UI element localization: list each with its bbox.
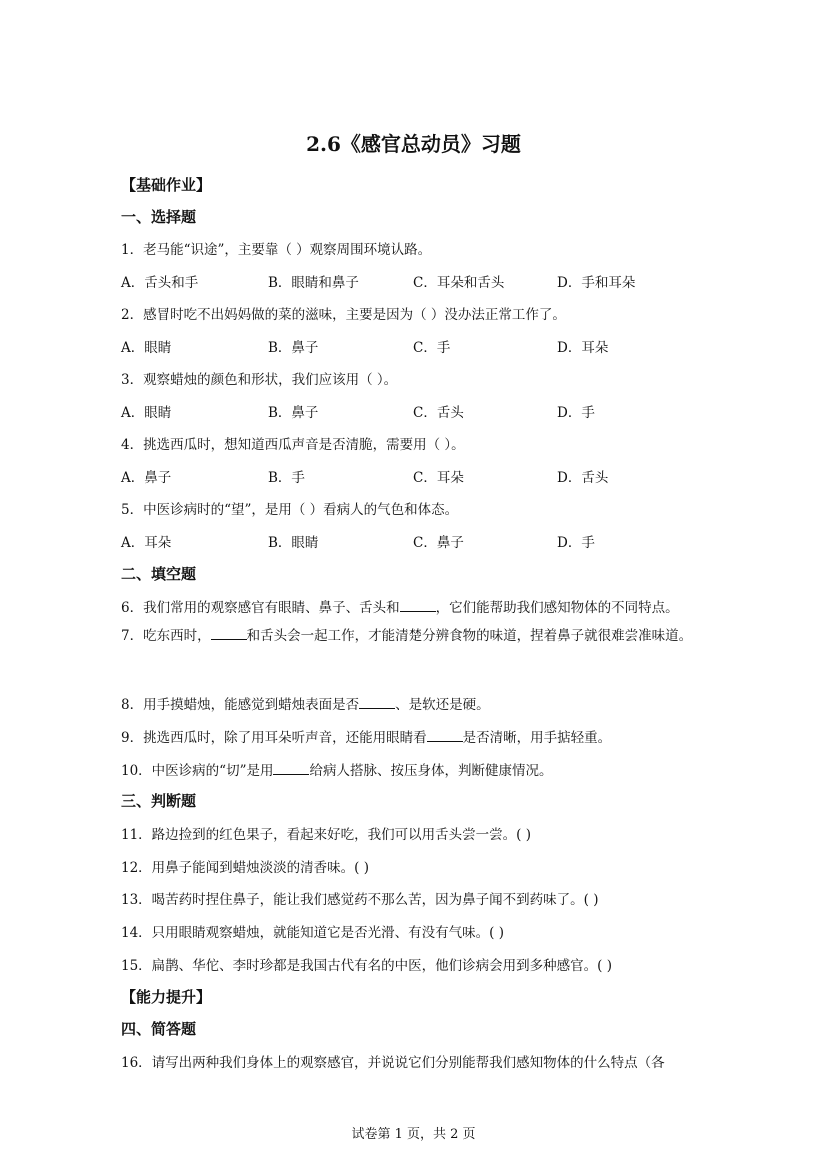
choice-question-4: 4．挑选西瓜时，想知道西瓜声音是否清脆，需要用（ ）。: [121, 437, 465, 453]
choice-3-option-c: C．舌头: [413, 405, 464, 421]
choice-5-option-d: D．手: [557, 535, 595, 551]
choice-3-option-b: B．鼻子: [268, 405, 319, 421]
fill-8-blank[interactable]: [359, 696, 395, 709]
choice-question-1: 1．老马能“识途”，主要靠（ ）观察周围环境认路。: [121, 242, 432, 258]
choice-1-option-c: C．耳朵和舌头: [413, 275, 505, 291]
judge-question-12: 12．用鼻子能闻到蜡烛淡淡的清香味。( ): [121, 860, 370, 876]
page-title: 2.6《感官总动员》习题: [306, 132, 521, 156]
choice-5-option-c: C．鼻子: [413, 535, 464, 551]
choice-4-option-c: C．耳朵: [413, 470, 464, 486]
section-fill: 二、填空题: [121, 565, 197, 583]
section-judge: 三、判断题: [121, 792, 197, 810]
fill-question-9: [121, 726, 611, 746]
fill-8-text-a: 8．用手摸蜡烛，能感觉到蜡烛表面是否: [121, 697, 360, 713]
judge-question-13: 13．喝苦药时捏住鼻子，能让我们感觉药不那么苦，因为鼻子闻不到药味了。( ): [121, 892, 599, 908]
section-choice: 一、选择题: [121, 208, 197, 226]
fill-question-6: [121, 596, 679, 616]
fill-10-blank[interactable]: [273, 762, 309, 775]
choice-3-option-d: D．手: [557, 405, 595, 421]
fill-9-text-a: 9．挑选西瓜时，除了用耳朵听声音，还能用眼睛看: [121, 730, 427, 746]
section-basic: 【基础作业】: [121, 176, 212, 194]
fill-8-text-b: 、是软还是硬。: [395, 697, 490, 713]
fill-6-text-a: 6．我们常用的观察感官有眼睛、鼻子、舌头和: [121, 600, 400, 616]
choice-3-option-a: A．眼睛: [121, 405, 172, 421]
fill-6-blank[interactable]: [400, 599, 436, 612]
choice-5-option-b: B．眼睛: [268, 535, 319, 551]
choice-4-option-b: B．手: [268, 470, 305, 486]
choice-question-5: 5．中医诊病时的“望”，是用（ ）看病人的气色和体态。: [121, 502, 459, 518]
choice-2-option-d: D．耳朵: [557, 340, 609, 356]
choice-2-option-b: B．鼻子: [268, 340, 319, 356]
choice-1-option-a: A．舌头和手: [121, 275, 199, 291]
fill-10-text-b: 给病人搭脉、按压身体，判断健康情况。: [309, 763, 553, 779]
section-ability: 【能力提升】: [121, 988, 212, 1006]
judge-question-14: 14．只用眼睛观察蜡烛，就能知道它是否光滑、有没有气味。( ): [121, 925, 505, 941]
short-question-16: 16．请写出两种我们身体上的观察感官，并说说它们分别能帮我们感知物体的什么特点（各: [121, 1055, 665, 1071]
fill-9-text-b: 是否清晰，用手掂轻重。: [462, 730, 612, 746]
choice-5-option-a: A．耳朵: [121, 535, 172, 551]
fill-10-text-a: 10．中医诊病的“切”是用: [121, 763, 274, 779]
fill-question-7: [121, 620, 706, 653]
choice-4-option-a: A．鼻子: [121, 470, 172, 486]
fill-question-8: [121, 693, 490, 713]
fill-7-text-a: 7．吃东西时，: [121, 628, 211, 644]
judge-question-15: 15．扁鹊、华佗、李时珍都是我国古代有名的中医，他们诊病会用到多种感官。( ): [121, 958, 613, 974]
choice-1-option-d: D．手和耳朵: [557, 275, 636, 291]
fill-6-text-b: ，它们能帮助我们感知物体的不同特点。: [435, 600, 679, 616]
choice-question-2: 2．感冒时吃不出妈妈做的菜的滋味，主要是因为（ ）没办法正常工作了。: [121, 307, 566, 323]
judge-question-11: 11．路边捡到的红色果子，看起来好吃，我们可以用舌头尝一尝。( ): [121, 827, 532, 843]
choice-1-option-b: B．眼睛和鼻子: [268, 275, 359, 291]
fill-question-10: [121, 759, 552, 779]
page-footer: 试卷第 1 页，共 2 页: [351, 1127, 476, 1142]
choice-2-option-c: C．手: [413, 340, 451, 356]
choice-4-option-d: D．舌头: [557, 470, 609, 486]
fill-7-text-b: 和舌头会一起工作，才能清楚分辨食物的味道，捏着鼻子就很难尝准味道。: [246, 628, 693, 644]
section-short: 四、简答题: [121, 1020, 197, 1038]
choice-question-3: 3．观察蜡烛的颜色和形状，我们应该用（ ）。: [121, 372, 398, 388]
choice-2-option-a: A．眼睛: [121, 340, 172, 356]
fill-9-blank[interactable]: [427, 729, 463, 742]
fill-7-blank[interactable]: [211, 627, 247, 640]
